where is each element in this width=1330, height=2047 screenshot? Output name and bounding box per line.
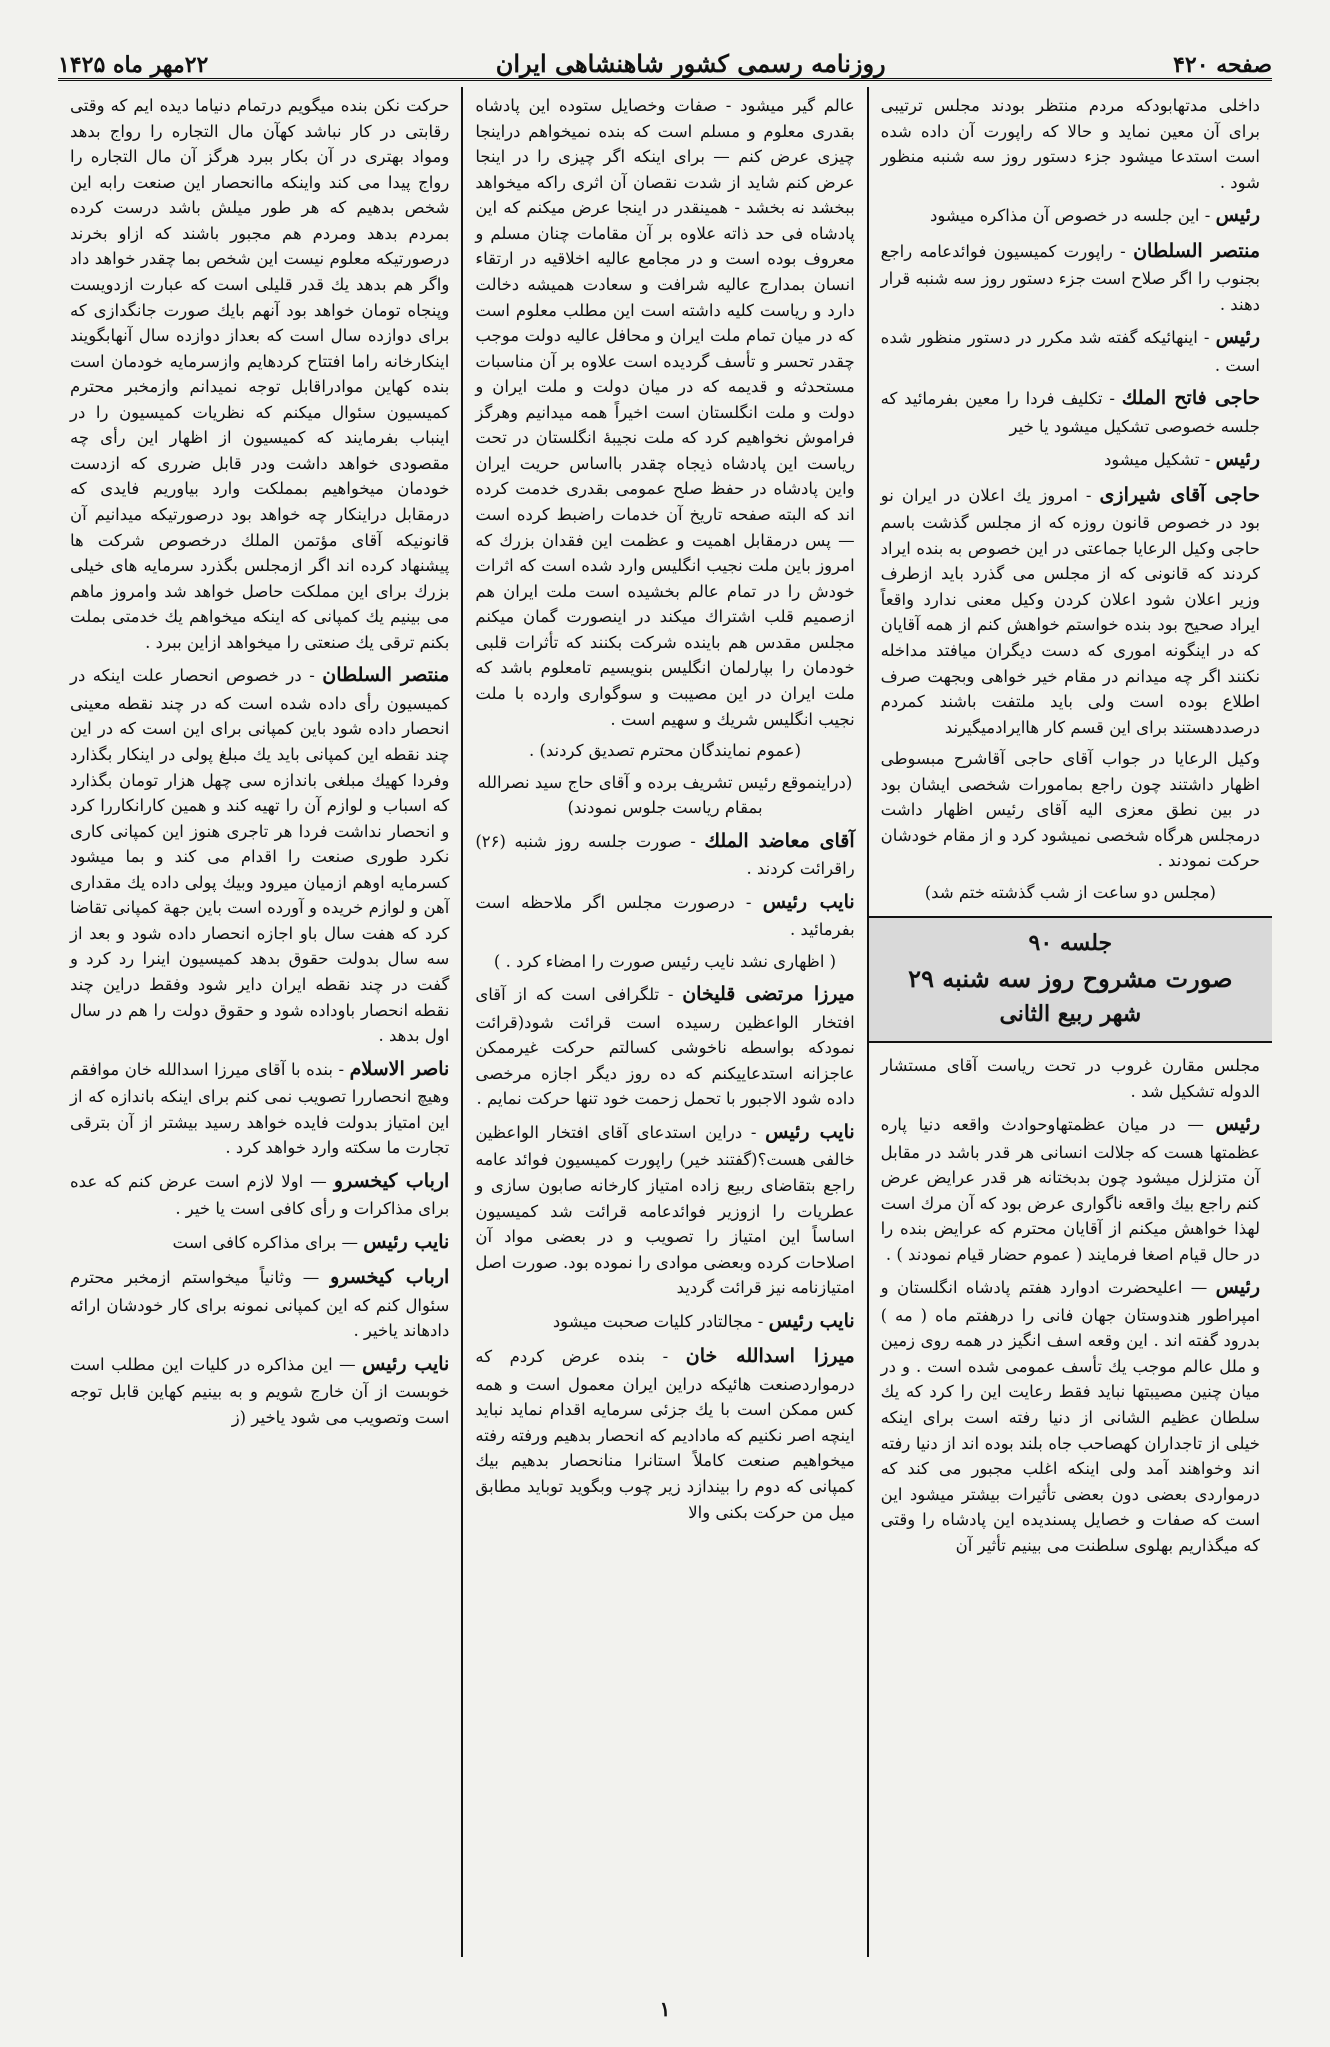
speaker-name: حاجی آقای شیرازی [1099,483,1260,506]
speech [475,888,854,943]
speaker-name: رئیس [1215,1276,1260,1299]
speaker-name: میرزا مرتضی قلیخان [682,983,855,1006]
speaker-name: آقای معاضد الملك [704,829,855,852]
speech [881,384,1260,439]
speaker-name: ارباب کیخسرو [333,1169,450,1192]
page-label: صفحه ۴۲۰ [1173,52,1272,78]
speech-text: — اولا لازم است عرض کنم که عده برای مذاکرات و رأی کافی است یا خیر . [70,1171,450,1219]
speech-text: — اعلیحضرت ادوارد هفتم پادشاه انگلستان و امپراطور هندوستان جهان فانی را درهفتم ماه ( مه ) بدرود گفته اند . این وقعه اسف انگیز در همه روی زمین و ملل عالم موجب یك تأسف عمومی شده است . و در میان چنین مصیبتها نباید فقط رعایت این را کرد که یك سلطان عظیم الشانی از دنیا رفته است برای اینکه خیلی از تاجداران کهصاحب جاه بلند بوده اند از دنیا رفته اند وخواهند آمد ولی اینکه اغلب مجبور می کند که درمواردی بعضی دون بعضی تأثیرات بیشتر میشود این است که صفات و خصایل پسندیده این پادشاه را وقتی که میگذاریم بهلوی سلطنت می بینیم تأثیر آن [880,1278,1260,1555]
speech-text: - تکلیف فردا را معین بفرمائید که جلسه خصوصی تشکیل میشود یا خیر [880,389,1260,436]
paragraph: عالم گیر میشود - صفات وخصایل ستوده این پادشاه بقدری معلوم و مسلم است که بنده نمیخواهم دراینجا چیزی عرض کنم — برای اینکه اگر چیزی را در اینجا عرض کنم شاید از شدت نقصان آن اثری راکه میخواهد ببخشد نه بخشد - همینقدر در اینجا عرض میکنم که این پادشاه فی حد ذاته علاوه بر آن مقامات چنان مسلم و معروف بوده است و در مجامع عالیه اخلاقیه در ارتقاء انسان بمدارج عالیه شرافت و سعادت همیشه دخالت دارد و ریاست کلیه داشته است این مطلب معلوم است که در میان تمام ملت ایران و محافل عالیه دولت موجب چقدر تحسر و تأسف گردیده است علاوه بر آن مناسبات مستحدثه و قدیمه که در میان دولت و ملت ایران و دولت و ملت انگلستان است اخیراً همه میدانیم وهرگز فراموش نخواهیم کرد که ملت نجیبهٔ انگلستان در تحت ریاست این پادشاه ذیجاه چقدر بااساس حریت ایران واین پادشاه در حفظ صلح عمومی بقدری خدمت کرده اند که البته صفحه تاریخ آن خدمات راضبط کرده است — پس درمقابل اهمیت و عظمت این فقدان بزرك که امروز باین ملت نجیب انگلیس وارد شده است که اثرات خودش را در تمام عالم بخشیده است ملت ایران هم ازصمیم قلب اشتراك میکند در اینصورت گمان میکنم مجلس مقدس هم باینده شرکت بکنند که تأثرات قلبی خودمان را بپارلمان انگلیس بنویسیم تامعلوم باشد که ملت ایران در این مصیبت و سوگواری وارده با ملت نجیب انگلیس شریك و سهیم است . [475,96,855,729]
speech [70,1167,449,1222]
columns [58,87,1272,1957]
masthead [58,40,1272,81]
speech [70,661,449,1048]
issue-date: ۲۲مهر ماه ۱۴۲۵ [58,52,209,78]
speaker-name: رئیس [1215,326,1260,349]
column-3 [58,87,463,1957]
speech-text: - تلگرافی است که از آقای افتخار الواعظین رسیده است قرائت شود(قرائت نمودکه بواسطه ناخوشی کسالتم حرکت غیرممکن عاجزانه استدعاییکنم که ده روز دیگر اجازه مرخصی داده شود الاجبور با تحمل زحمت خود تنها حرکت نمایم . [475,985,855,1109]
speech-text: - بنده عرض کردم که درمواردصنعت هائیکه دراین ایران معمول است و همه کس ممکن است با یك جزئی سرمایه اقدام نماید نباید اینچه اصر نکنیم که مادادیم که انحصار بدهیم ورفته رفته میخواهیم صنعت کاملاً استانرا منانحصار بدهیم بیك کمپانی که دوم را بیندازد زیر چوب وبگوید توباید مطابق میل من حرکت بکنی والا [475,1347,855,1522]
speech-text: - درصورت مجلس اگر ملاحظه است بفرمائید . [475,892,855,940]
speech [70,1263,449,1344]
speaker-name: رئیس [1215,1113,1260,1136]
speech [881,201,1260,230]
paragraph: حرکت نکن بنده میگویم درتمام دنیاما دیده ایم که وقتی رقابتی در کار نباشد کهآن مال التجاره را رواج بدهد ومواد بهتری در آن بکار ببرد هرگز آن مال التجاره را رواج پیدا می کند واینکه ماانحصار این صنعت رابه این شخص بدهیم که هر طور میلش باشد درست کرده بمردم بدهد ومردم هم مجبور باشند که ازاو بخرند درصورتیکه معلوم نیست این شخص بما چقدر خواهد داد واگر هم بدهد یك قدر قلیلی است که عبارت ازدویست وپنجاه تومان خواهد بود آنهم بایك صورت جانگدازی که برای دوازده سال است که بعداز دوازده سال آنهابگویند اینکارخانه راما افتتاح کردهایم وازسرمایه خودمان است بنده کهاین موادراقابل توجه نمیدانم وازمخبر محترم کمیسیون سئوال میکنم که نظریات کمیسیون را در اینباب بفرمایند که کمیسیون از اظهار این رأی چه مقصودی خواهد داشت ودر قابل ضرری که ازدست خودمان میخواهیم بمملکت وارد بیاوریم فایدی که درمقابل دراینکار چه خواهد بود درصورتیکه میدانیم آن قانونیکه آقای مؤتمن الملك درخصوص شرکت ها پیشنهاد کرده اند اگر ازمجلس بگذرد سرمایه های خیلی بزرك برای این مملکت حاصل خواهد شد وامروز ماهم می بینیم یك کمپانی که اینکه میخواهم یك خدمتی بملت بکنم ترقی یك صنعتی را میخواهد ازاین ببرد . [70,96,450,652]
speech [881,481,1260,741]
speech-text: - دراین استدعای آقای افتخار الواعظین خالفی هست؟(گفتند خیر) راپورت کمیسیون فوائد عامه راجع بتقاضای ربیع زاده امتیاز کارخانه صابون سازی و عطریات را ازوزیر فوائدعامه قرائت شد کمیسیون اساساً این امتیاز را تصویب و در بعضی مواد آن اصلاحات کرده وبعضی موادی را نموده بود. صورت اصل امتیازنامه نیز قرائت گردید [475,1123,855,1298]
column-2 [463,87,868,1957]
speech-text: - این جلسه در خصوص آن مذاکره میشود [929,206,1211,226]
speech [475,827,854,882]
speaker-name: رئیس [1215,204,1260,227]
speech [881,237,1260,318]
speech-text: — این مذاکره در کلیات این مطلب است خوبست از آن خارج شویم و به بینیم کهاین قابل توجه است وتصویب می شود یاخیر (ز [70,1354,450,1427]
speaker-name: منتصر السلطان [322,664,450,687]
speaker-name: نایب رئیس [362,1352,450,1375]
speech [881,1273,1260,1558]
speech-text: - در خصوص انحصار علت اینکه در کمیسیون رأی داده شده است که در چند نقطه معینی انحصار داده شود باین کمپانی برای این است که در این چند نقطه این کمپانی باید یك مبلغ پولی در اینکار بگذارد وفردا کهیك مبلغی باندازه سی چهل هزار تومان بگذارد که اسباب و لوازم آن را تهیه کند و همین کارانکاررا کرد و انحصار نداشت فردا هر تاجری هنوز این کمپانی کاری نکرد طوری صنعت را اقدام می کند و بما میشود کسرمایه اوهم ازمیان میرود وبیك پولی داده یك مقداری آهن و لوازم خریده و آورده است باین جهة کمپانی تقاضا کرد که هفت سال باو اجازه انحصار داده شود و بعد از سه سال بدولت حقوق بدهد کمیسیون اینرا رد کرد و گفت در چند نقطه ایران دایر شود وفقط دراین چند نقطه انحصار باوداده شود و حقوق دولت را هم در سال اول بدهد . [70,666,450,1046]
speaker-name: میرزا اسدالله خان [685,1345,855,1368]
session-heading [869,916,1272,1043]
speech-text: - اینهائیکه گفته شد مکرر در دستور منظور شده است . [880,328,1260,375]
speech [475,1342,854,1525]
speaker-name: ناصر الاسلام [349,1057,450,1080]
paragraph: داخلی مدتهابودکه مردم منتظر بودند مجلس ترتیبی برای آن معین نماید و حالا که راپورت آن داده شده است استدعا میشود جزء دستور روز سه شنبه منظور شود . [880,96,1260,192]
speaker-name: نایب رئیس [765,1121,855,1143]
speaker-name: رئیس [1215,448,1260,471]
page-number: ۱ [659,1997,671,2021]
speaker-name: نایب رئیس [762,890,855,913]
speech-text: - صورت جلسه روز شنبه (۲۶) راقرائت کردند . [475,831,855,879]
speech [475,980,854,1112]
column-1 [869,87,1272,1957]
paragraph: وکیل الرعایا در جواب آقای حاجی آقاشرح مبسوطی اظهار داشتند چون راجع بمامورات شخصی ایشان بود در بین نطق معزی الیه آقای رئیس اظهار داشت درمجلس هرگاه شخصی نمیشود کرد و از مقام خودشان حرکت نمودند . [880,749,1260,871]
speech-text: - راپورت کمیسیون فوائدعامه راجع بجنوب را اگر صلاح است جزء دستور روز سه شنبه قرار دهند . [880,241,1260,314]
speech [475,1307,854,1336]
speech [70,1055,449,1161]
speech-text: — در میان عظمتهاوحوادث واقعه دنیا پاره عظمتها هست که جلالت انسانی هر قدر باشد در مقابل آن متزلزل میشود چون بدبختانه هر قدر عرایض عرض کنم راجع بیك واقعه ناگواری عرض بود که آن مرك است لهذا خواهش میکنم از آقایان محترم که عرایض بنده را در حال قیام اصغا فرمایند ( عموم حضار قیام نمودند ) . [880,1115,1260,1264]
speech-text: — وثانیاً میخواستم ازمخبر محترم سئوال کنم که این کمپانی نمونه برای کار خودشان ارائه دادهاند یاخیر . [70,1268,450,1341]
speech-text: - امروز یك اعلان در ایران نو بود در خصوص قانون روزه که از مجلس گذشت باسم حاجی وکیل الرعایا جماعتی در این خصوص به بنده ایراد کردند که قانونی که از مجلس می گذرد باید ازطرف وزیر اعلان شود اعلان کردن وکیل معنی ندارد واقعاً ایراد صحیح بود بنده خواستم خواهش کنم از همه آقایان که در اینگونه اموری که دست دیگران میافتد مداخله نکنند اگر چه میدانم در مقام خیر خواهی وبجهت صرف اطلاع بوده است ولی باید ملتفت باشند کمردم درصددهستند برای این قسم کار هاایرادمیگیرند [880,485,1260,737]
speaker-name: منتصر السلطان [1133,239,1261,262]
speech [881,1110,1260,1267]
speech [881,323,1260,378]
speech-text: — برای مذاکره کافی است [172,1232,359,1252]
speech [475,1118,854,1301]
session-title: صورت مشروح روز سه شنبه ۲۹ [908,963,1233,993]
note: (عموم نمایندگان محترم تصدیق کردند) . [528,741,802,761]
speech [70,1350,449,1431]
note: ( اظهاری نشد نایب رئیس صورت را امضاء کرد . ) [493,951,837,971]
paragraph: مجلس مقارن غروب در تحت ریاست آقای مستشار الدوله تشکیل شد . [880,1055,1260,1101]
speaker-name: نایب رئیس [768,1309,855,1332]
newspaper-title: روزنامه رسمی کشور شاهنشاهی ایران [495,49,886,78]
speech [70,1228,449,1257]
session-month: شهر ربیع الثانی [999,1000,1142,1027]
speech-text: - بنده با آقای میرزا اسدالله خان موافقم وهیچ انحصاررا تصویب نمی کنم برای اینکه باندازه که از این امتیاز بدولت فایده خواهد رسید بیشتر از آن بترقی تجارت ما سکته وارد خواهد کرد . [70,1059,450,1158]
speech [881,445,1260,474]
speech-text: - مجالتادر کلیات صحبت میشود [552,1311,764,1331]
speaker-name: نایب رئیس [363,1230,450,1253]
speaker-name: حاجی فاتح الملك [1121,387,1261,410]
session-end-note: (مجلس دو ساعت از شب گذشته ختم شد) [924,883,1216,902]
speaker-name: ارباب کیخسرو [330,1266,450,1289]
session-number: جلسه ۹۰ [1028,929,1113,956]
note: (دراینموقع رئیس تشریف برده و آقای حاج سید نصرالله بمقام ریاست جلوس نمودند) [477,772,853,818]
speech-text: - تشکیل میشود [1103,450,1211,470]
